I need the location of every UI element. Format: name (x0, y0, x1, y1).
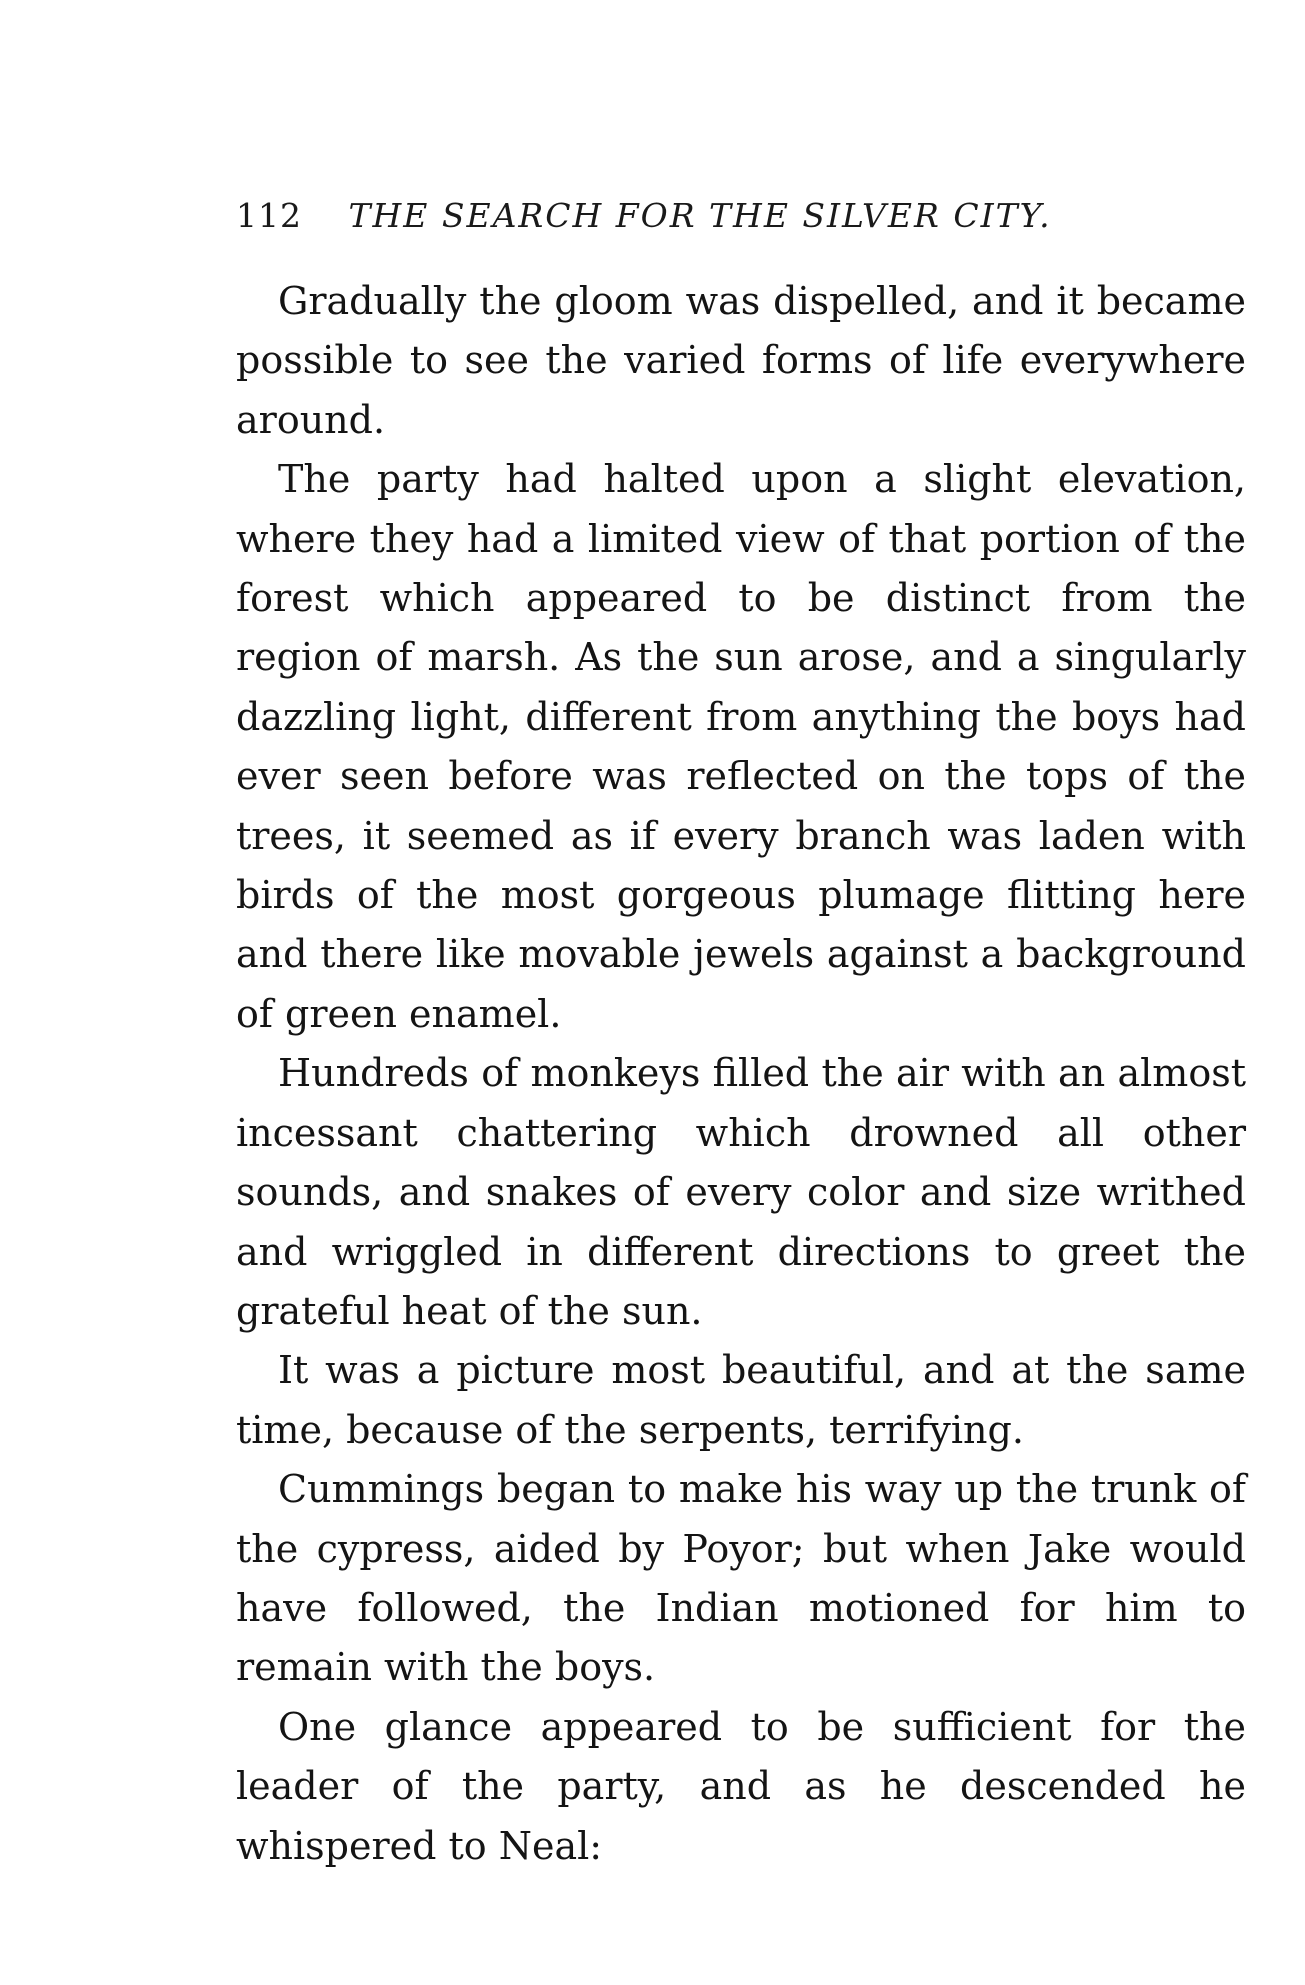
page-number: 112 (236, 196, 302, 235)
paragraph: Hundreds of monkeys filled the air with an almost incessant chattering which drowned all other sounds, and snakes of every color and size writhed and wriggled in different directions to greet the grateful heat of the sun. (236, 1051, 1246, 1333)
body-text (236, 272, 1246, 1876)
running-title: THE SEARCH FOR THE SILVER CITY. (348, 196, 1052, 235)
paragraph: One glance appeared to be sufficient for the leader of the party, and as he descended he whispered to Neal: (236, 1704, 1246, 1868)
running-head (236, 196, 1246, 235)
paragraph: The party had halted upon a slight elevation, where they had a limited view of that portion of the forest which appeared to be distinct from the region of marsh. As the sun arose, and a singularly dazzling light, different from anything the boys had ever seen before was reflected on the tops of the trees, it seemed as if every branch was laden with birds of the most gorgeous plumage flitting here and there like movable jewels against a background of green enamel. (236, 457, 1246, 1036)
paragraph: Gradually the gloom was dispelled, and it became possible to see the varied forms of life everywhere around. (236, 279, 1246, 442)
paragraph: It was a picture most beautiful, and at the same time, because of the serpents, terrifying. (236, 1348, 1246, 1452)
paragraph: Cummings began to make his way up the trunk of the cypress, aided by Poyor; but when Jake would have followed, the Indian motioned for him to remain with the boys. (236, 1467, 1246, 1690)
